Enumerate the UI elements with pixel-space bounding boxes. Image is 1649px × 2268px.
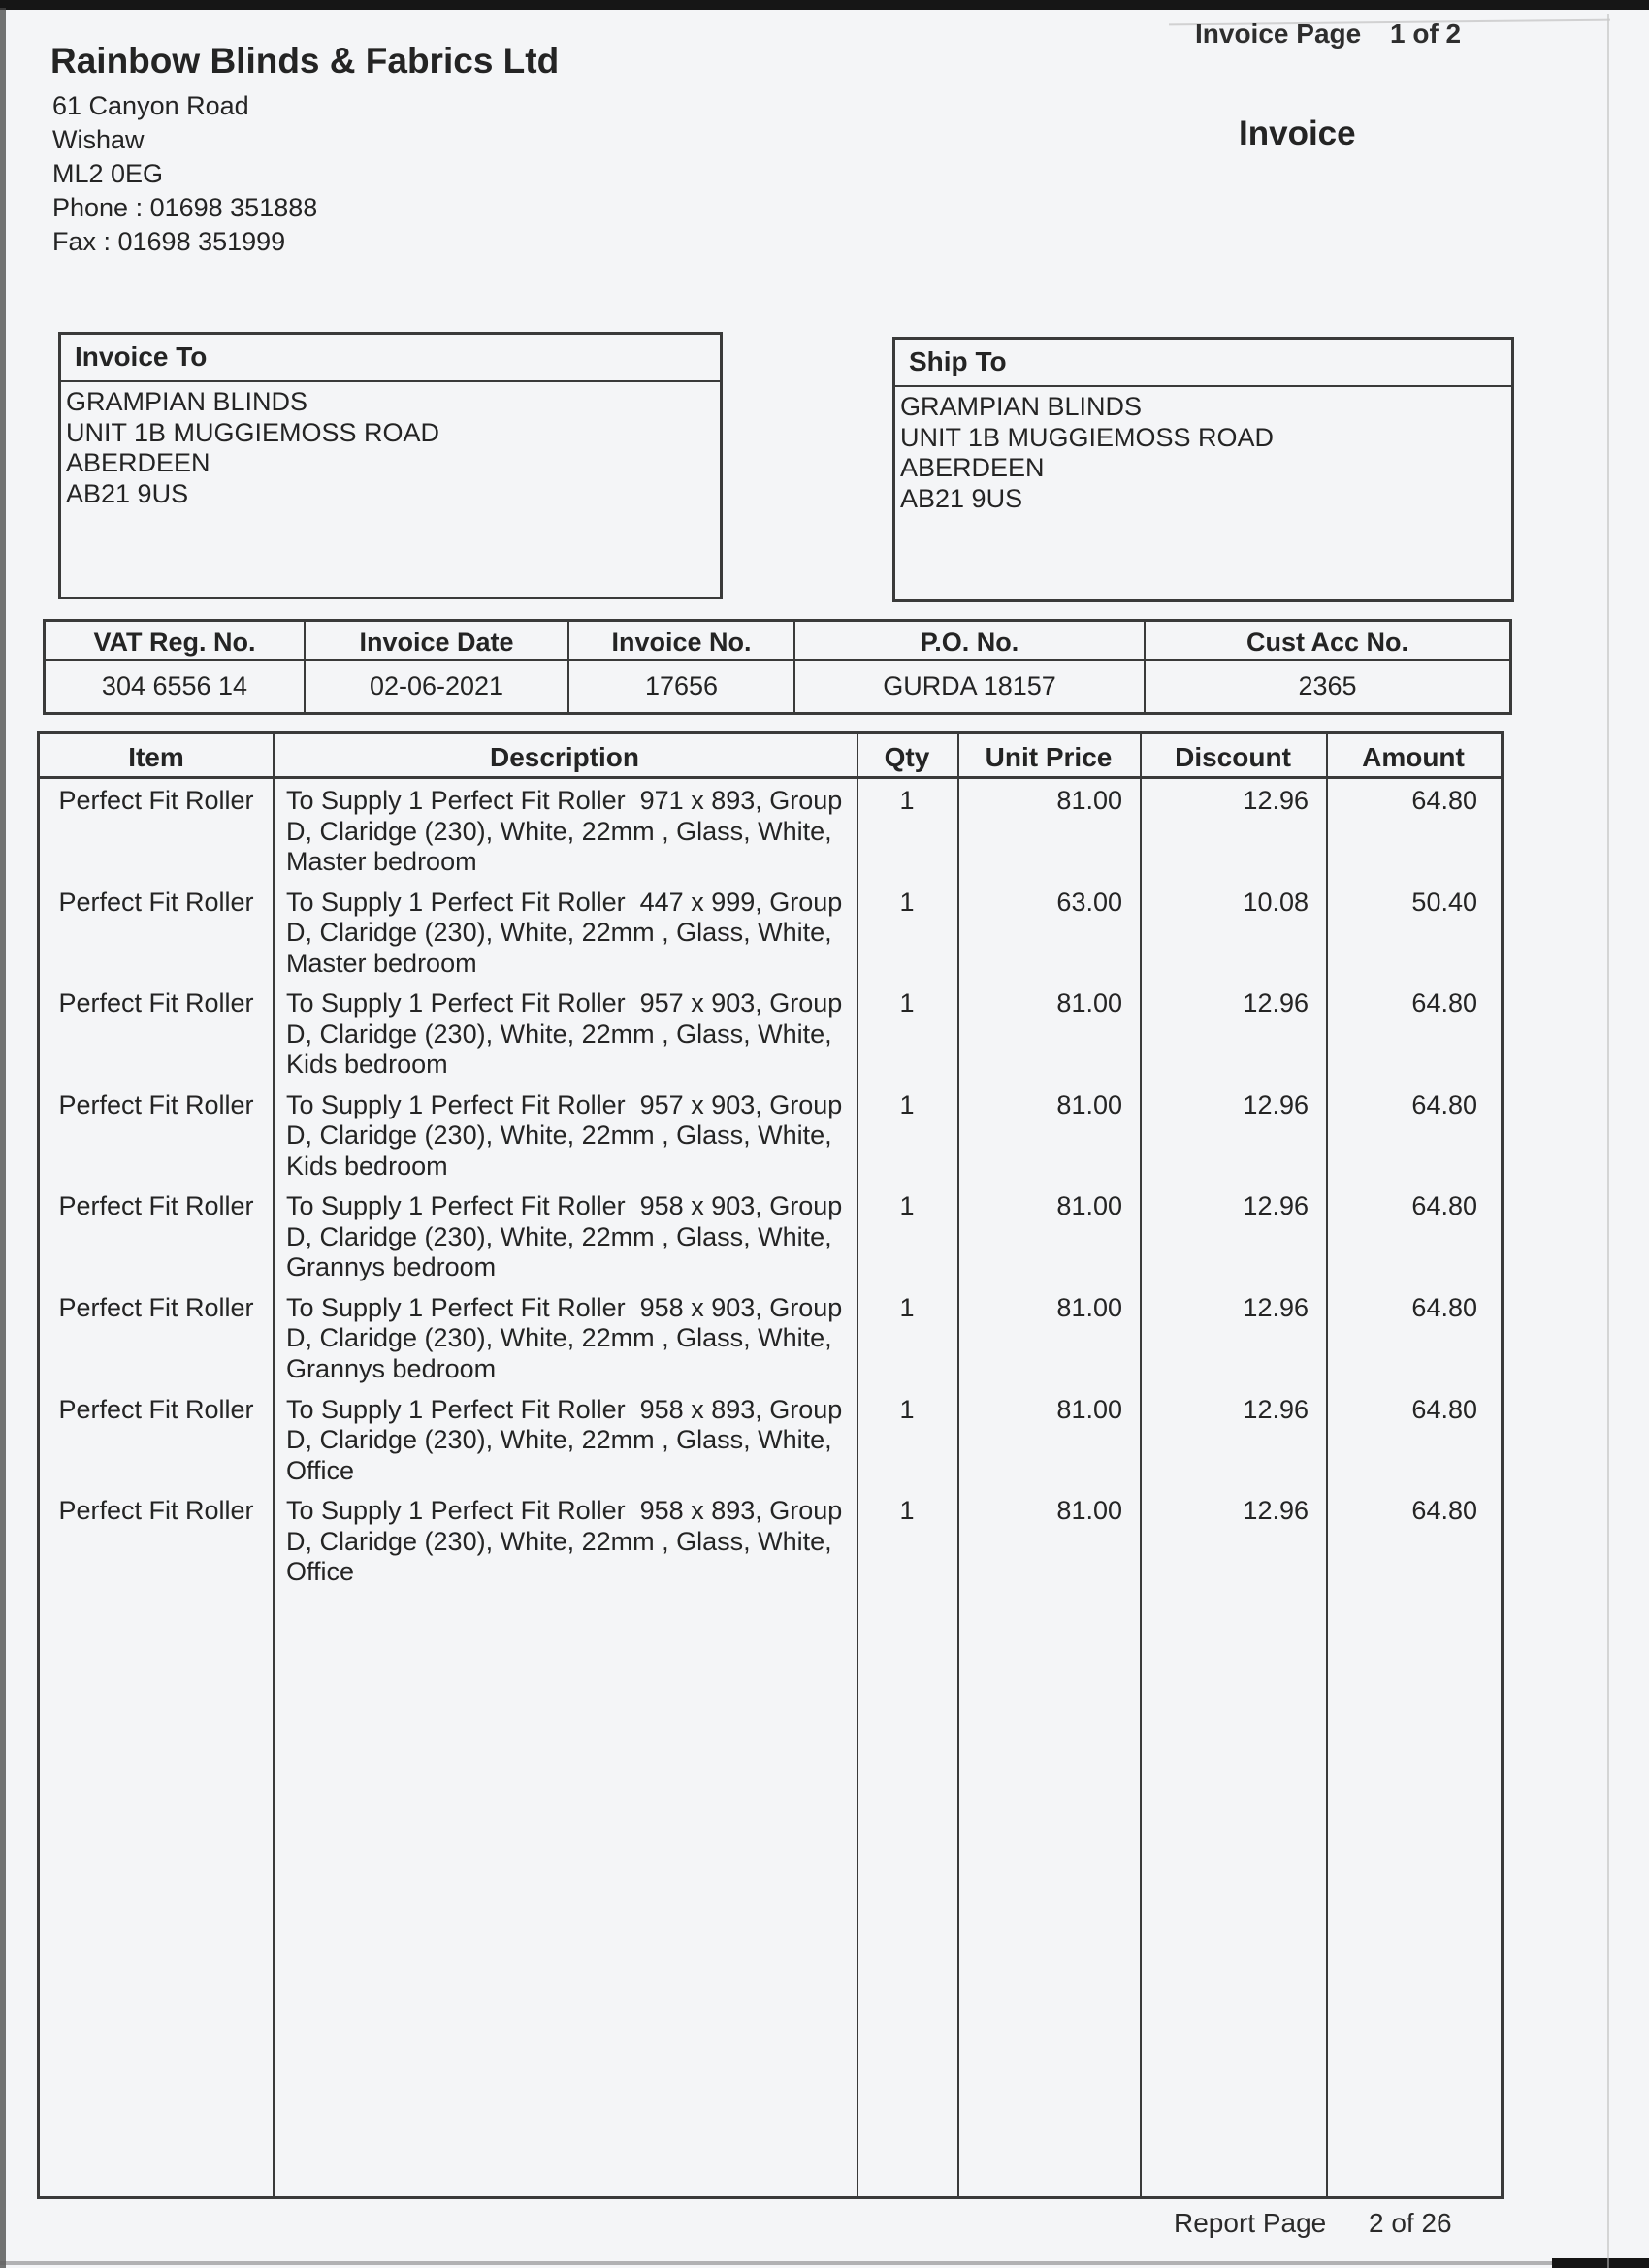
- description-cell: To Supply 1 Perfect Fit Roller 957 x 903, Group D, Claridge (230), White, 22mm , Glass, White, Kids bedroom: [286, 1089, 850, 1181]
- table-row: [40, 1388, 1501, 1490]
- item-cell: Perfect Fit Roller: [58, 1191, 254, 1221]
- item-cell: Perfect Fit Roller: [58, 1496, 254, 1526]
- company-fax: Fax : 01698 351999: [52, 227, 286, 256]
- discount-cell: 10.08: [1243, 887, 1309, 917]
- page-indicator-label: Invoice Page: [1195, 18, 1362, 49]
- scan-right-edge: [1607, 14, 1609, 2268]
- amount-cell: 50.40: [1411, 887, 1477, 917]
- meta-value-cust-acc: 2365: [1298, 671, 1357, 700]
- discount-cell: 12.96: [1243, 1292, 1309, 1322]
- qty-cell: 1: [899, 1292, 915, 1322]
- scan-left-edge: [0, 8, 6, 2268]
- description-cell: To Supply 1 Perfect Fit Roller 957 x 903, Group D, Claridge (230), White, 22mm , Glass, White, Kids bedroom: [286, 988, 850, 1080]
- ship-to-address: [895, 387, 1511, 514]
- unit-price-cell: 81.00: [1056, 1089, 1122, 1119]
- page-indicator-value: 1 of 2: [1390, 18, 1462, 49]
- discount-cell: 12.96: [1243, 1191, 1309, 1221]
- scan-corner-artifact: [1552, 2258, 1649, 2268]
- unit-price-cell: 81.00: [1056, 1292, 1122, 1322]
- qty-cell: 1: [899, 988, 915, 1019]
- unit-price-cell: 63.00: [1056, 887, 1122, 917]
- invoice-to-line: AB21 9US: [66, 478, 189, 508]
- item-cell: Perfect Fit Roller: [58, 1394, 254, 1424]
- report-page-label: Report Page: [1174, 2208, 1327, 2238]
- item-cell: Perfect Fit Roller: [58, 887, 254, 917]
- ship-to-line: UNIT 1B MUGGIEMOSS ROAD: [900, 422, 1275, 452]
- col-header-unit-price: Unit Price: [985, 742, 1113, 772]
- ship-to-line: GRAMPIAN BLINDS: [900, 392, 1143, 421]
- column-divider: [957, 734, 959, 2196]
- qty-cell: 1: [899, 887, 915, 917]
- table-row: [40, 1084, 1501, 1185]
- qty-cell: 1: [899, 1394, 915, 1424]
- unit-price-cell: 81.00: [1056, 786, 1122, 815]
- meta-header-cust-acc: Cust Acc No.: [1146, 622, 1509, 661]
- meta-value-vat: 304 6556 14: [46, 661, 306, 712]
- description-cell: To Supply 1 Perfect Fit Roller 958 x 893, Group D, Claridge (230), White, 22mm , Glass, White, Office: [286, 1496, 850, 1587]
- ship-to-line: ABERDEEN: [900, 453, 1045, 482]
- report-page-value: 2 of 26: [1369, 2208, 1452, 2238]
- item-cell: Perfect Fit Roller: [58, 786, 254, 815]
- discount-cell: 12.96: [1243, 1394, 1309, 1424]
- col-header-qty: Qty: [884, 742, 930, 772]
- ship-to-box: [892, 337, 1514, 602]
- qty-cell: 1: [899, 1089, 915, 1119]
- items-table-header: [40, 734, 1501, 779]
- address-line: Wishaw: [52, 125, 145, 154]
- description-cell: To Supply 1 Perfect Fit Roller 958 x 903, Group D, Claridge (230), White, 22mm , Glass, White, Grannys bedroom: [286, 1292, 850, 1383]
- meta-header-invoice-no: Invoice No.: [569, 622, 795, 661]
- meta-header-po-no: P.O. No.: [795, 622, 1146, 661]
- qty-cell: 1: [899, 786, 915, 815]
- discount-cell: 12.96: [1243, 1089, 1309, 1119]
- address-line: 61 Canyon Road: [52, 91, 249, 120]
- qty-cell: 1: [899, 1191, 915, 1221]
- item-cell: Perfect Fit Roller: [58, 1089, 254, 1119]
- invoice-to-label: Invoice To: [61, 335, 720, 382]
- amount-cell: 64.80: [1411, 1191, 1477, 1221]
- company-name: Rainbow Blinds & Fabrics Ltd: [50, 41, 560, 81]
- ship-to-label: Ship To: [895, 340, 1511, 387]
- table-row: [40, 1489, 1501, 1591]
- meta-header-vat: VAT Reg. No.: [46, 622, 306, 661]
- col-header-description: Description: [489, 742, 640, 772]
- col-header-discount: Discount: [1175, 742, 1291, 772]
- amount-cell: 64.80: [1411, 1089, 1477, 1119]
- discount-cell: 12.96: [1243, 1496, 1309, 1526]
- column-divider: [1140, 734, 1142, 2196]
- description-cell: To Supply 1 Perfect Fit Roller 971 x 893, Group D, Claridge (230), White, 22mm , Glass, White, Master bedroom: [286, 786, 850, 876]
- amount-cell: 64.80: [1411, 988, 1477, 1019]
- table-row: [40, 982, 1501, 1084]
- description-cell: To Supply 1 Perfect Fit Roller 447 x 999, Group D, Claridge (230), White, 22mm , Glass, White, Master bedroom: [286, 887, 850, 978]
- meta-value-invoice-no: 17656: [569, 661, 795, 712]
- unit-price-cell: 81.00: [1056, 1496, 1122, 1526]
- item-cell: Perfect Fit Roller: [58, 1292, 254, 1322]
- line-items-table: [37, 731, 1504, 2199]
- discount-cell: 12.96: [1243, 786, 1309, 815]
- unit-price-cell: 81.00: [1056, 988, 1122, 1019]
- amount-cell: 64.80: [1411, 1394, 1477, 1424]
- company-address: [52, 89, 317, 259]
- col-header-item: Item: [128, 742, 184, 772]
- meta-value-po-no: GURDA 18157: [795, 661, 1146, 712]
- invoice-to-line: GRAMPIAN BLINDS: [66, 387, 308, 416]
- page-indicator: [1195, 18, 1612, 54]
- table-row: [40, 779, 1501, 881]
- description-cell: To Supply 1 Perfect Fit Roller 958 x 903, Group D, Claridge (230), White, 22mm , Glass, White, Grannys bedroom: [286, 1191, 850, 1282]
- qty-cell: 1: [899, 1496, 915, 1526]
- invoice-meta-table: [43, 619, 1512, 715]
- invoice-to-address: [61, 382, 720, 509]
- meta-value-invoice-date: 02-06-2021: [306, 661, 569, 712]
- table-row: [40, 1184, 1501, 1286]
- invoice-to-line: UNIT 1B MUGGIEMOSS ROAD: [66, 417, 440, 447]
- column-divider: [273, 734, 275, 2196]
- table-row: [40, 1286, 1501, 1388]
- ship-to-line: AB21 9US: [900, 483, 1023, 513]
- item-cell: Perfect Fit Roller: [58, 988, 254, 1019]
- description-cell: To Supply 1 Perfect Fit Roller 958 x 893, Group D, Claridge (230), White, 22mm , Glass, White, Office: [286, 1394, 850, 1485]
- amount-cell: 64.80: [1411, 1496, 1477, 1526]
- column-divider: [1326, 734, 1328, 2196]
- unit-price-cell: 81.00: [1056, 1394, 1122, 1424]
- document-title: Invoice: [1239, 114, 1356, 152]
- amount-cell: 64.80: [1411, 786, 1477, 815]
- invoice-to-box: [58, 332, 723, 599]
- company-phone: Phone : 01698 351888: [52, 193, 318, 222]
- discount-cell: 12.96: [1243, 988, 1309, 1019]
- col-header-amount: Amount: [1362, 742, 1465, 772]
- table-row: [40, 881, 1501, 983]
- scan-top-edge: [0, 0, 1649, 10]
- column-divider: [857, 734, 858, 2196]
- scan-bottom-edge: [0, 2261, 1649, 2265]
- address-line: ML2 0EG: [52, 159, 164, 188]
- meta-header-invoice-date: Invoice Date: [306, 622, 569, 661]
- invoice-to-line: ABERDEEN: [66, 448, 210, 477]
- amount-cell: 64.80: [1411, 1292, 1477, 1322]
- unit-price-cell: 81.00: [1056, 1191, 1122, 1221]
